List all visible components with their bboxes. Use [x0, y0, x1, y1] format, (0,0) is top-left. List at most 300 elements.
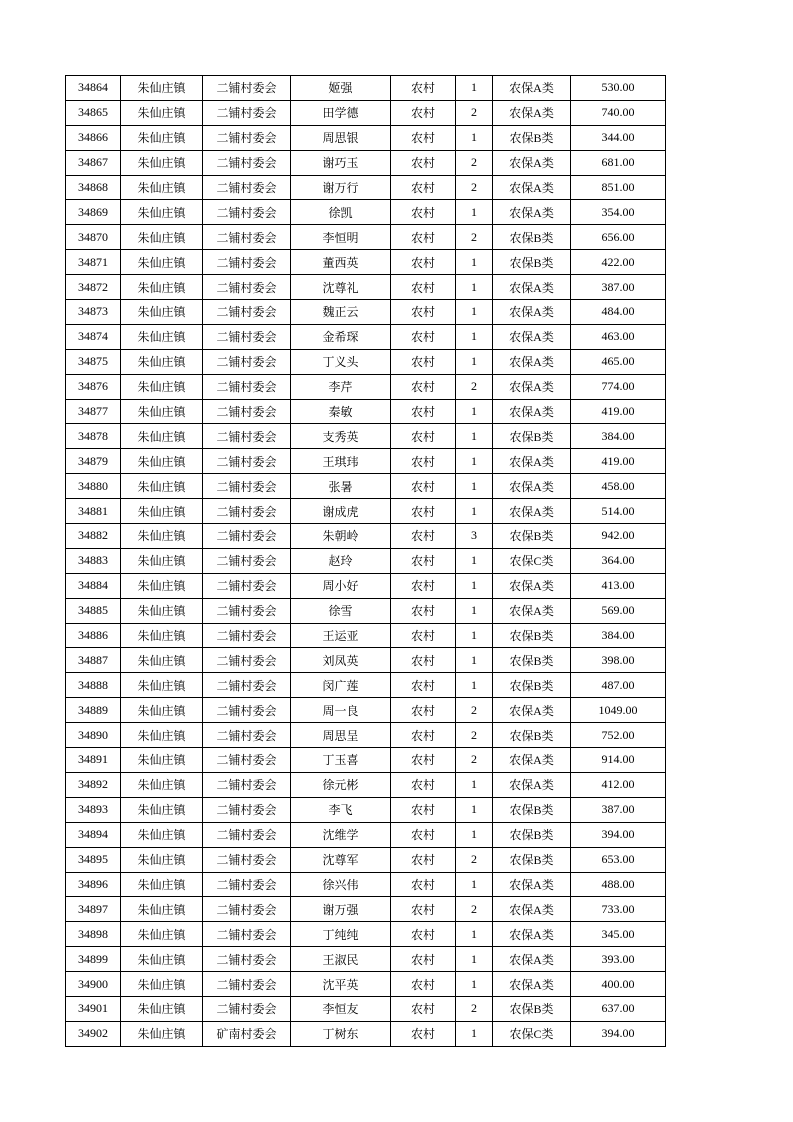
table-row	[66, 847, 666, 872]
cell-name: 徐雪	[291, 598, 391, 623]
cell-name: 丁树东	[291, 1021, 391, 1046]
cell-name: 谢万强	[291, 897, 391, 922]
cell-village: 二铺村委会	[203, 623, 291, 648]
cell-name: 沈维学	[291, 822, 391, 847]
cell-count: 1	[456, 772, 493, 797]
cell-town: 朱仙庄镇	[121, 250, 203, 275]
cell-town: 朱仙庄镇	[121, 125, 203, 150]
cell-count: 1	[456, 673, 493, 698]
cell-count: 1	[456, 499, 493, 524]
cell-id: 34899	[66, 947, 121, 972]
cell-id: 34875	[66, 349, 121, 374]
cell-category: 农保B类	[493, 623, 571, 648]
cell-type: 农村	[391, 922, 456, 947]
cell-id: 34896	[66, 872, 121, 897]
cell-category: 农保A类	[493, 150, 571, 175]
cell-name: 朱朝岭	[291, 524, 391, 549]
cell-town: 朱仙庄镇	[121, 100, 203, 125]
table-row	[66, 947, 666, 972]
cell-id: 34886	[66, 623, 121, 648]
cell-name: 谢巧玉	[291, 150, 391, 175]
cell-town: 朱仙庄镇	[121, 200, 203, 225]
cell-amount: 942.00	[571, 524, 666, 549]
cell-id: 34882	[66, 524, 121, 549]
cell-village: 二铺村委会	[203, 772, 291, 797]
table-row	[66, 723, 666, 748]
cell-type: 农村	[391, 499, 456, 524]
cell-amount: 484.00	[571, 300, 666, 325]
cell-town: 朱仙庄镇	[121, 300, 203, 325]
cell-category: 农保C类	[493, 548, 571, 573]
cell-village: 二铺村委会	[203, 723, 291, 748]
cell-amount: 344.00	[571, 125, 666, 150]
cell-category: 农保A类	[493, 399, 571, 424]
cell-count: 1	[456, 449, 493, 474]
cell-town: 朱仙庄镇	[121, 623, 203, 648]
cell-count: 2	[456, 175, 493, 200]
cell-category: 农保B类	[493, 250, 571, 275]
cell-village: 二铺村委会	[203, 748, 291, 773]
cell-name: 王运亚	[291, 623, 391, 648]
cell-category: 农保B类	[493, 648, 571, 673]
cell-village: 二铺村委会	[203, 524, 291, 549]
cell-town: 朱仙庄镇	[121, 349, 203, 374]
cell-type: 农村	[391, 1021, 456, 1046]
cell-id: 34864	[66, 76, 121, 101]
cell-count: 1	[456, 648, 493, 673]
table-row	[66, 748, 666, 773]
cell-village: 二铺村委会	[203, 822, 291, 847]
table-row	[66, 399, 666, 424]
cell-type: 农村	[391, 374, 456, 399]
cell-amount: 851.00	[571, 175, 666, 200]
cell-amount: 465.00	[571, 349, 666, 374]
cell-town: 朱仙庄镇	[121, 76, 203, 101]
cell-category: 农保A类	[493, 175, 571, 200]
cell-town: 朱仙庄镇	[121, 797, 203, 822]
table-row	[66, 648, 666, 673]
cell-amount: 752.00	[571, 723, 666, 748]
cell-type: 农村	[391, 797, 456, 822]
cell-village: 二铺村委会	[203, 648, 291, 673]
table-row	[66, 897, 666, 922]
cell-name: 姬强	[291, 76, 391, 101]
cell-id: 34879	[66, 449, 121, 474]
cell-amount: 530.00	[571, 76, 666, 101]
cell-id: 34892	[66, 772, 121, 797]
cell-type: 农村	[391, 872, 456, 897]
cell-id: 34873	[66, 300, 121, 325]
cell-amount: 384.00	[571, 623, 666, 648]
cell-amount: 364.00	[571, 548, 666, 573]
cell-village: 二铺村委会	[203, 947, 291, 972]
cell-town: 朱仙庄镇	[121, 474, 203, 499]
cell-name: 沈平英	[291, 972, 391, 997]
cell-id: 34871	[66, 250, 121, 275]
cell-id: 34880	[66, 474, 121, 499]
cell-type: 农村	[391, 76, 456, 101]
cell-village: 二铺村委会	[203, 200, 291, 225]
cell-count: 1	[456, 573, 493, 598]
cell-category: 农保A类	[493, 897, 571, 922]
cell-category: 农保B类	[493, 723, 571, 748]
cell-village: 二铺村委会	[203, 300, 291, 325]
cell-town: 朱仙庄镇	[121, 822, 203, 847]
cell-type: 农村	[391, 275, 456, 300]
cell-name: 沈尊军	[291, 847, 391, 872]
cell-category: 农保B类	[493, 673, 571, 698]
cell-id: 34901	[66, 996, 121, 1021]
table-row	[66, 150, 666, 175]
cell-id: 34883	[66, 548, 121, 573]
cell-count: 1	[456, 872, 493, 897]
cell-category: 农保A类	[493, 300, 571, 325]
cell-amount: 412.00	[571, 772, 666, 797]
table-row	[66, 250, 666, 275]
cell-amount: 419.00	[571, 449, 666, 474]
cell-count: 1	[456, 300, 493, 325]
cell-type: 农村	[391, 399, 456, 424]
cell-name: 赵玲	[291, 548, 391, 573]
cell-village: 二铺村委会	[203, 324, 291, 349]
cell-name: 闵广莲	[291, 673, 391, 698]
cell-name: 董西英	[291, 250, 391, 275]
cell-town: 朱仙庄镇	[121, 922, 203, 947]
cell-name: 金希琛	[291, 324, 391, 349]
cell-name: 王琪玮	[291, 449, 391, 474]
cell-count: 2	[456, 847, 493, 872]
cell-village: 二铺村委会	[203, 897, 291, 922]
cell-id: 34891	[66, 748, 121, 773]
cell-type: 农村	[391, 524, 456, 549]
cell-village: 二铺村委会	[203, 76, 291, 101]
cell-name: 周一良	[291, 698, 391, 723]
cell-count: 1	[456, 1021, 493, 1046]
cell-amount: 419.00	[571, 399, 666, 424]
cell-town: 朱仙庄镇	[121, 399, 203, 424]
cell-category: 农保A类	[493, 598, 571, 623]
cell-count: 1	[456, 474, 493, 499]
cell-amount: 1049.00	[571, 698, 666, 723]
cell-category: 农保B类	[493, 797, 571, 822]
cell-town: 朱仙庄镇	[121, 150, 203, 175]
cell-village: 二铺村委会	[203, 150, 291, 175]
cell-town: 朱仙庄镇	[121, 872, 203, 897]
table-row	[66, 922, 666, 947]
cell-category: 农保B类	[493, 125, 571, 150]
cell-name: 丁玉喜	[291, 748, 391, 773]
cell-category: 农保A类	[493, 748, 571, 773]
cell-amount: 345.00	[571, 922, 666, 947]
cell-type: 农村	[391, 100, 456, 125]
cell-type: 农村	[391, 324, 456, 349]
cell-name: 周思呈	[291, 723, 391, 748]
cell-amount: 514.00	[571, 499, 666, 524]
table-row	[66, 225, 666, 250]
table-row	[66, 175, 666, 200]
cell-village: 二铺村委会	[203, 499, 291, 524]
cell-amount: 488.00	[571, 872, 666, 897]
table-row	[66, 698, 666, 723]
cell-count: 1	[456, 349, 493, 374]
cell-type: 农村	[391, 125, 456, 150]
cell-type: 农村	[391, 996, 456, 1021]
cell-type: 农村	[391, 723, 456, 748]
cell-id: 34865	[66, 100, 121, 125]
cell-town: 朱仙庄镇	[121, 548, 203, 573]
cell-name: 李恒明	[291, 225, 391, 250]
cell-name: 李芹	[291, 374, 391, 399]
cell-type: 农村	[391, 698, 456, 723]
cell-town: 朱仙庄镇	[121, 424, 203, 449]
cell-amount: 393.00	[571, 947, 666, 972]
cell-id: 34897	[66, 897, 121, 922]
cell-count: 1	[456, 972, 493, 997]
cell-id: 34867	[66, 150, 121, 175]
cell-category: 农保B类	[493, 847, 571, 872]
cell-name: 秦敏	[291, 399, 391, 424]
cell-town: 朱仙庄镇	[121, 524, 203, 549]
table-row	[66, 275, 666, 300]
cell-name: 周小好	[291, 573, 391, 598]
cell-count: 1	[456, 200, 493, 225]
cell-type: 农村	[391, 648, 456, 673]
cell-name: 周思银	[291, 125, 391, 150]
cell-category: 农保A类	[493, 972, 571, 997]
cell-amount: 463.00	[571, 324, 666, 349]
cell-amount: 774.00	[571, 374, 666, 399]
cell-count: 2	[456, 996, 493, 1021]
cell-count: 1	[456, 125, 493, 150]
cell-town: 朱仙庄镇	[121, 947, 203, 972]
cell-id: 34884	[66, 573, 121, 598]
cell-town: 朱仙庄镇	[121, 698, 203, 723]
benefits-table	[65, 75, 666, 1047]
cell-count: 1	[456, 623, 493, 648]
table-row	[66, 623, 666, 648]
cell-count: 2	[456, 723, 493, 748]
cell-village: 矿南村委会	[203, 1021, 291, 1046]
cell-count: 2	[456, 897, 493, 922]
cell-id: 34878	[66, 424, 121, 449]
cell-town: 朱仙庄镇	[121, 772, 203, 797]
cell-village: 二铺村委会	[203, 424, 291, 449]
cell-name: 王淑民	[291, 947, 391, 972]
table-row	[66, 598, 666, 623]
cell-type: 农村	[391, 200, 456, 225]
cell-town: 朱仙庄镇	[121, 598, 203, 623]
cell-id: 34894	[66, 822, 121, 847]
table-row	[66, 300, 666, 325]
cell-id: 34866	[66, 125, 121, 150]
cell-category: 农保A类	[493, 947, 571, 972]
cell-count: 1	[456, 548, 493, 573]
cell-village: 二铺村委会	[203, 250, 291, 275]
cell-village: 二铺村委会	[203, 972, 291, 997]
cell-category: 农保A类	[493, 374, 571, 399]
cell-name: 张暑	[291, 474, 391, 499]
cell-village: 二铺村委会	[203, 175, 291, 200]
cell-name: 李恒友	[291, 996, 391, 1021]
cell-type: 农村	[391, 573, 456, 598]
cell-town: 朱仙庄镇	[121, 225, 203, 250]
cell-type: 农村	[391, 897, 456, 922]
table-row	[66, 125, 666, 150]
cell-category: 农保A类	[493, 100, 571, 125]
cell-category: 农保A类	[493, 698, 571, 723]
cell-type: 农村	[391, 847, 456, 872]
cell-type: 农村	[391, 424, 456, 449]
cell-name: 丁纯纯	[291, 922, 391, 947]
cell-town: 朱仙庄镇	[121, 573, 203, 598]
cell-category: 农保C类	[493, 1021, 571, 1046]
cell-id: 34890	[66, 723, 121, 748]
cell-type: 农村	[391, 349, 456, 374]
cell-town: 朱仙庄镇	[121, 374, 203, 399]
cell-type: 农村	[391, 175, 456, 200]
cell-count: 1	[456, 947, 493, 972]
cell-amount: 569.00	[571, 598, 666, 623]
table-row	[66, 499, 666, 524]
cell-type: 农村	[391, 772, 456, 797]
cell-id: 34902	[66, 1021, 121, 1046]
cell-town: 朱仙庄镇	[121, 972, 203, 997]
cell-id: 34885	[66, 598, 121, 623]
cell-count: 1	[456, 424, 493, 449]
cell-town: 朱仙庄镇	[121, 499, 203, 524]
cell-category: 农保B类	[493, 424, 571, 449]
cell-village: 二铺村委会	[203, 872, 291, 897]
cell-village: 二铺村委会	[203, 275, 291, 300]
cell-name: 谢成虎	[291, 499, 391, 524]
cell-id: 34874	[66, 324, 121, 349]
cell-type: 农村	[391, 250, 456, 275]
cell-type: 农村	[391, 449, 456, 474]
cell-town: 朱仙庄镇	[121, 175, 203, 200]
table-row	[66, 200, 666, 225]
cell-category: 农保A类	[493, 76, 571, 101]
cell-amount: 653.00	[571, 847, 666, 872]
cell-type: 农村	[391, 822, 456, 847]
table-row	[66, 673, 666, 698]
cell-village: 二铺村委会	[203, 449, 291, 474]
cell-category: 农保A类	[493, 573, 571, 598]
cell-amount: 656.00	[571, 225, 666, 250]
cell-count: 1	[456, 822, 493, 847]
cell-amount: 487.00	[571, 673, 666, 698]
cell-name: 李飞	[291, 797, 391, 822]
cell-village: 二铺村委会	[203, 349, 291, 374]
cell-type: 农村	[391, 548, 456, 573]
table-row	[66, 100, 666, 125]
cell-id: 34872	[66, 275, 121, 300]
cell-id: 34887	[66, 648, 121, 673]
cell-count: 2	[456, 225, 493, 250]
cell-category: 农保B类	[493, 822, 571, 847]
table-row	[66, 76, 666, 101]
cell-id: 34888	[66, 673, 121, 698]
cell-count: 1	[456, 922, 493, 947]
cell-amount: 400.00	[571, 972, 666, 997]
cell-id: 34870	[66, 225, 121, 250]
cell-village: 二铺村委会	[203, 996, 291, 1021]
cell-amount: 422.00	[571, 250, 666, 275]
cell-type: 农村	[391, 225, 456, 250]
cell-village: 二铺村委会	[203, 100, 291, 125]
cell-type: 农村	[391, 972, 456, 997]
cell-village: 二铺村委会	[203, 225, 291, 250]
cell-amount: 387.00	[571, 275, 666, 300]
cell-category: 农保A类	[493, 200, 571, 225]
cell-category: 农保A类	[493, 499, 571, 524]
cell-id: 34895	[66, 847, 121, 872]
cell-count: 1	[456, 76, 493, 101]
cell-id: 34881	[66, 499, 121, 524]
cell-type: 农村	[391, 673, 456, 698]
cell-category: 农保A类	[493, 324, 571, 349]
cell-count: 2	[456, 698, 493, 723]
table-row	[66, 972, 666, 997]
cell-type: 农村	[391, 150, 456, 175]
table-row	[66, 449, 666, 474]
cell-amount: 394.00	[571, 822, 666, 847]
cell-name: 丁义头	[291, 349, 391, 374]
cell-village: 二铺村委会	[203, 125, 291, 150]
cell-id: 34877	[66, 399, 121, 424]
table-row	[66, 424, 666, 449]
cell-type: 农村	[391, 623, 456, 648]
cell-amount: 914.00	[571, 748, 666, 773]
cell-town: 朱仙庄镇	[121, 673, 203, 698]
cell-count: 2	[456, 748, 493, 773]
cell-id: 34898	[66, 922, 121, 947]
cell-amount: 733.00	[571, 897, 666, 922]
cell-name: 田学德	[291, 100, 391, 125]
cell-amount: 387.00	[571, 797, 666, 822]
cell-count: 1	[456, 399, 493, 424]
cell-village: 二铺村委会	[203, 374, 291, 399]
cell-category: 农保A类	[493, 449, 571, 474]
cell-amount: 398.00	[571, 648, 666, 673]
cell-id: 34893	[66, 797, 121, 822]
cell-amount: 681.00	[571, 150, 666, 175]
cell-category: 农保A类	[493, 872, 571, 897]
cell-type: 农村	[391, 474, 456, 499]
table-row	[66, 374, 666, 399]
cell-village: 二铺村委会	[203, 573, 291, 598]
cell-id: 34868	[66, 175, 121, 200]
cell-id: 34900	[66, 972, 121, 997]
table-row	[66, 324, 666, 349]
table-row	[66, 772, 666, 797]
cell-name: 刘凤英	[291, 648, 391, 673]
cell-category: 农保A类	[493, 275, 571, 300]
table-row	[66, 872, 666, 897]
cell-amount: 637.00	[571, 996, 666, 1021]
cell-count: 2	[456, 374, 493, 399]
cell-name: 徐凯	[291, 200, 391, 225]
cell-category: 农保B类	[493, 996, 571, 1021]
cell-name: 谢万行	[291, 175, 391, 200]
cell-name: 魏正云	[291, 300, 391, 325]
cell-village: 二铺村委会	[203, 598, 291, 623]
cell-town: 朱仙庄镇	[121, 897, 203, 922]
cell-count: 1	[456, 275, 493, 300]
cell-count: 1	[456, 598, 493, 623]
table-row	[66, 474, 666, 499]
cell-type: 农村	[391, 598, 456, 623]
cell-amount: 413.00	[571, 573, 666, 598]
